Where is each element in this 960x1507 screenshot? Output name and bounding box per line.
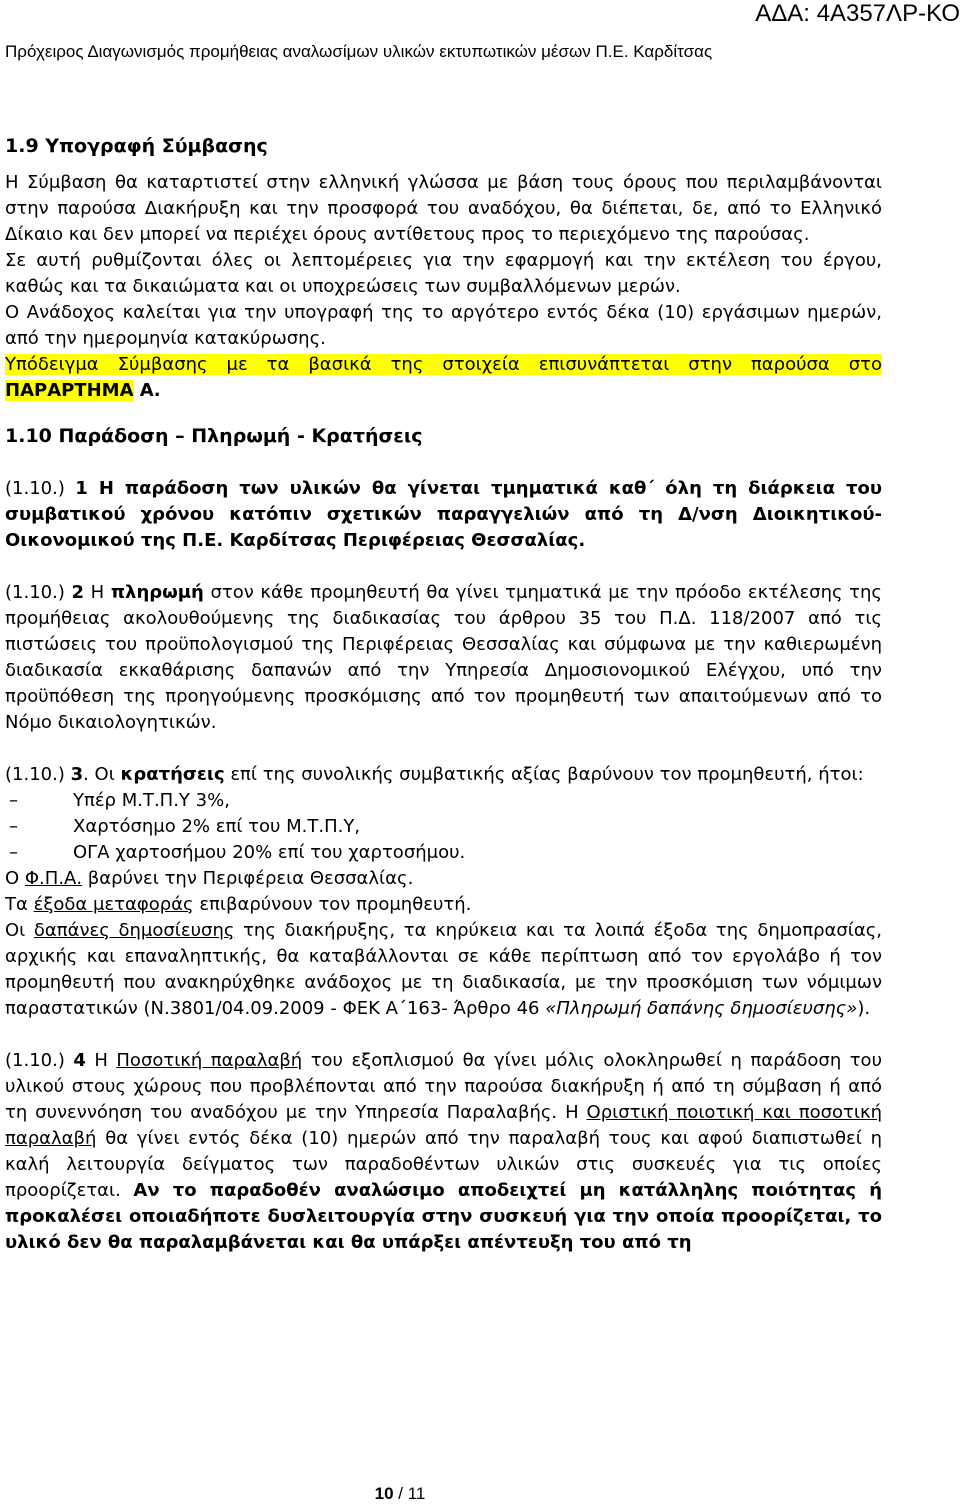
payment-term: πληρωμή <box>110 582 204 603</box>
vat-line <box>5 866 882 892</box>
ada-code: ΑΔΑ: 4Α357ΛΡ-ΚΟ <box>755 0 960 27</box>
receipt-paragraph <box>5 1048 882 1256</box>
highlighted-text: Υπόδειγμα Σύμβασης με τα βασικά της στοιχεία επισυνάπτεται στην παρούσα στο <box>5 354 882 375</box>
current-page: 10 <box>374 1484 394 1503</box>
text-fragment: ). <box>857 998 871 1019</box>
clause-number: 4 <box>73 1050 86 1071</box>
section-1-9-paragraph-1: Η Σύμβαση θα καταρτιστεί στην ελληνική γλώσσα με βάση τους όρους που περιλαμβάνονται στην παρούσα Διακήρυξη και την προσφορά του αναδόχου, θα διέπεται, δε, από το Ελληνικό Δίκαιο και δεν μπορεί να περιέχει όρους αντίθετους προς το περιεχόμενο της παρούσας. <box>5 172 882 245</box>
annex-reference: ΠΑΡΑΡΤΗΜΑ <box>5 380 134 401</box>
transport-term: έξοδα μεταφοράς <box>33 894 194 915</box>
text-fragment: θα γίνει εντός δέκα (10) ημερών από την παραλαβή τους και αφού διαπιστωθεί η καλή λειτουργία δείγματος των παραδοθέντων υλικών στις συσκευές για τις οποίες προορίζεται. <box>5 1128 882 1201</box>
list-item: – Υπέρ Μ.Τ.Π.Υ 3%, <box>5 788 882 814</box>
section-1-9-heading: 1.9 Υπογραφή Σύμβασης <box>5 135 268 157</box>
document-header-title: Πρόχειρος Διαγωνισμός προμήθειας αναλωσίμων υλικών εκτυπωτικών μέσων Π.Ε. Καρδίτσας <box>5 42 713 61</box>
section-1-9-paragraph-2: Σε αυτή ρυθμίζονται όλες οι λεπτομέρειες για την εφαρμογή και την εκτέλεση του έργου, καθώς και τα δικαιώματα και οι υποχρεώσεις των συμβαλλόμενων μερών. <box>5 250 882 297</box>
clause-ref: (1.10.) <box>5 1050 74 1071</box>
clause-number: 3 <box>70 764 84 785</box>
text-fragment: βαρύνει την Περιφέρεια Θεσσαλίας. <box>82 868 414 889</box>
payment-text: στον κάθε προμηθευτή θα γίνει τμηματικά με την πρόοδο εκτέλεσης της προμήθειας ακολουθούμενης της διαδικασίας του άρθρου 35 του Π.Δ. 118/2007 από τις πιστώσεις του προϋπολογισμού της Περιφέρειας Θεσσαλίας και σύμφωνα με την καθιερωμένη διαδικασία εκκαθάρισης δαπανών από την Υπηρεσία Δημοσιονομικού Ελέγχου, υπό την προϋπόθεση της προηγούμενης προσκόμισης από τον προμηθευτή των απαιτούμενων από το Νόμο δικαιολογητικών. <box>5 582 882 733</box>
deductions-term: κρατήσεις <box>120 764 225 785</box>
section-1-9-paragraph-3: Ο Ανάδοχος καλείται για την υπογραφή της το αργότερο εντός δέκα (10) εργάσιμων ημερών, από την ημερομηνία κατακύρωσης. <box>5 302 882 349</box>
payment-paragraph <box>5 580 882 736</box>
text-fragment: Οι <box>5 920 34 941</box>
publication-costs-term: δαπάνες δημοσίευσης <box>33 920 235 941</box>
document-body <box>5 132 882 1256</box>
text-fragment: του εξοπλισμού θα γίνει μόλις ολοκληρωθεί η παράδοση του υλικού στους χώρους που προβλέπονται από την παρούσα διακήρυξη ή από τη σύμβαση ή από τη συνεννόηση του αναδόχου με την Υπηρεσία Παραλαβής. Η <box>5 1050 882 1123</box>
page-number <box>0 1484 800 1504</box>
list-item: – ΟΓΑ χαρτοσήμου 20% επί του χαρτοσήμου. <box>5 840 882 866</box>
total-pages: 11 <box>407 1484 426 1503</box>
delivery-text: 1 Η παράδοση των υλικών θα γίνεται τμηματικά καθ΄ όλη τη διάρκεια του συμβατικού χρόνου κατόπιν σχετικών παραγγελιών από τη Δ/νση Διοικητικού-Οικονομικού της Π.Ε. Καρδίτσας Περιφέρειας Θεσσαλίας. <box>5 478 882 551</box>
vat-term: Φ.Π.Α. <box>24 868 83 889</box>
deductions-paragraph <box>5 762 882 788</box>
final-receipt-term: Οριστική ποιοτική και ποσοτική παραλαβή <box>5 1102 882 1149</box>
annex-letter: Α. <box>133 380 161 401</box>
text-fragment: Η <box>85 1050 117 1071</box>
deductions-text: επί της συνολικής συμβατικής αξίας βαρύνουν τον προμηθευτή, ήτοι: <box>224 764 864 785</box>
article-title: «Πληρωμή δαπάνης δημοσίευσης» <box>545 998 858 1019</box>
clause-number: 2 <box>71 582 85 603</box>
section-1-9-paragraph-4 <box>5 352 882 404</box>
text-fragment: της διακήρυξης, τα κηρύκεια και τα λοιπά έξοδα της δημοπρασίας, αρχικής και επαναληπτικής, θα καταβάλλονται σε κάθε περίπτωση από τον εργολάβο ή τον προμηθευτή που ανακηρύχθηκε ανάδοχος με τη διαδικασία, με την προσκόμιση των νόμιμων παραστατικών (Ν.3801/04.09.2009 - ΦΕΚ Α΄163- Άρθρο 46 <box>5 920 883 1019</box>
clause-ref: (1.10.) <box>5 764 71 785</box>
clause-ref: (1.10.) <box>5 478 76 499</box>
delivery-paragraph <box>5 476 882 554</box>
quantitative-receipt-term: Ποσοτική παραλαβή <box>116 1050 303 1071</box>
rejection-clause: Αν το παραδοθέν αναλώσιμο αποδειχτεί μη κατάλληλης ποιότητας ή προκαλέσει οποιαδήποτε δυσλειτουργία στην συσκευή για την οποία προορίζεται, το υλικό δεν θα παραλαμβάνεται και θα υπάρξει απέντευξη του από τη <box>5 1180 883 1253</box>
page-separator: / <box>393 1484 408 1503</box>
clause-ref: (1.10.) <box>5 582 72 603</box>
list-item: – Χαρτόσημο 2% επί του Μ.Τ.Π.Υ, <box>5 814 882 840</box>
text-fragment: Ο <box>5 868 25 889</box>
transport-line <box>5 892 882 918</box>
deductions-list <box>5 788 882 866</box>
publication-costs-paragraph <box>5 918 882 1022</box>
text-fragment: Τα <box>5 894 34 915</box>
text-fragment: . Οι <box>83 764 121 785</box>
text-fragment: επιβαρύνουν τον προμηθευτή. <box>193 894 472 915</box>
section-1-10-heading: 1.10 Παράδοση – Πληρωμή - Κρατήσεις <box>5 425 423 447</box>
text-fragment: Η <box>84 582 111 603</box>
